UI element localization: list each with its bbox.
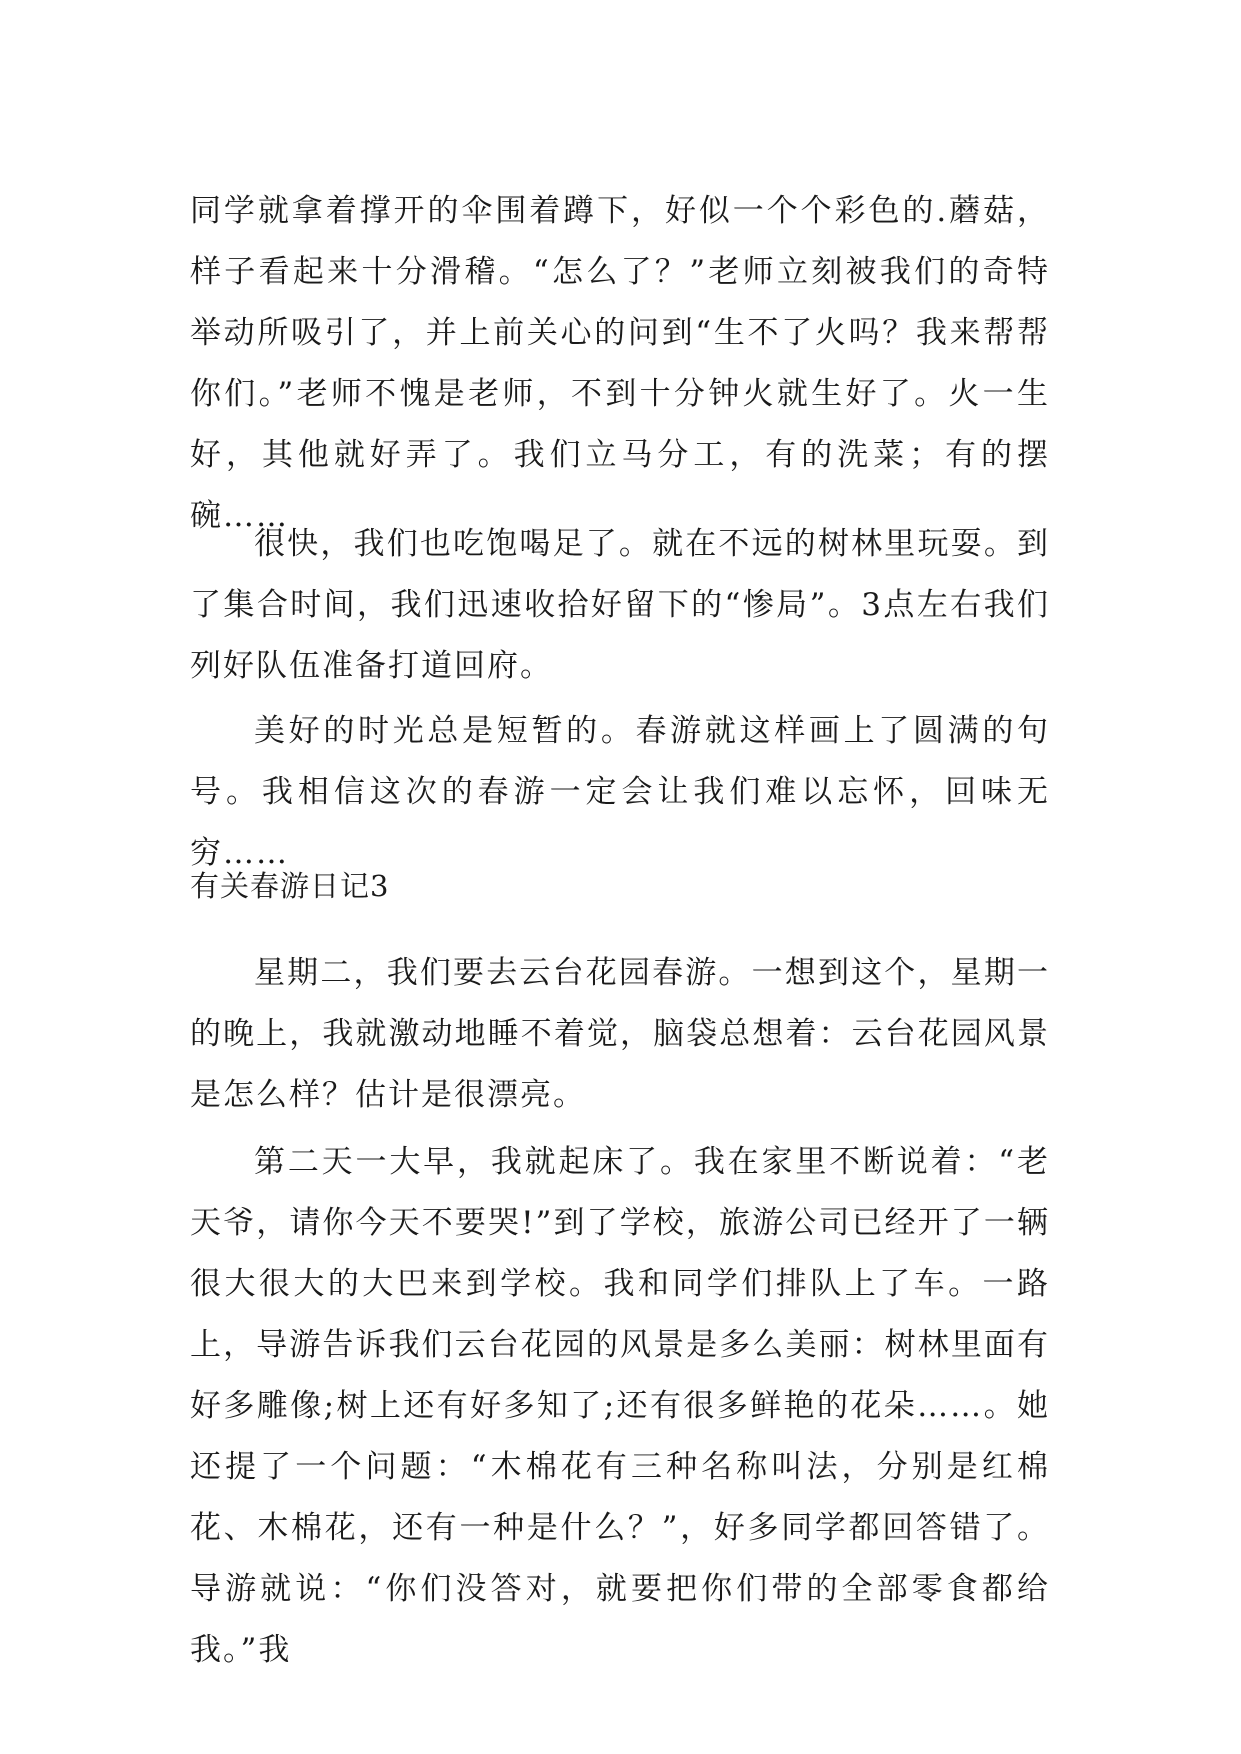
paragraph-continued: 同学就拿着撑开的伞围着蹲下，好似一个个彩色的.蘑菇，样子看起来十分滑稽。“怎么了？”老师立刻被我们的奇特举动所吸引了，并上前关心的问到“生不了火吗？我来帮帮你们。”老师不愧是老师，不到十分钟火就生好了。火一生好，其他就好弄了。我们立马分工，有的洗菜；有的摆碗…… <box>190 193 1050 534</box>
paragraph-conclusion: 美好的时光总是短暂的。春游就这样画上了圆满的句号。我相信这次的春游一定会让我们难以忘怀，回味无穷…… <box>190 713 1050 871</box>
section-title: 有关春游日记3 <box>190 869 390 903</box>
section-paragraph-2: 第二天一大早，我就起床了。我在家里不断说着：“老天爷，请你今天不要哭!”到了学校，旅游公司已经开了一辆很大很大的大巴来到学校。我和同学们排队上了车。一路上，导游告诉我们云台花园的风景是多么美丽：树林里面有好多雕像;树上还有好多知了;还有很多鲜艳的花朵……。她还提了一个问题：“木棉花有三种名称叫法，分别是红棉花、木棉花，还有一种是什么？”，好多同学都回答错了。导游就说：“你们没答对，就要把你们带的全部零食都给我。”我 <box>190 1144 1050 1668</box>
paragraph-after-meal: 很快，我们也吃饱喝足了。就在不远的树林里玩耍。到了集合时间，我们迅速收拾好留下的“惨局”。3点左右我们列好队伍准备打道回府。 <box>190 526 1050 684</box>
section-paragraph-1: 星期二，我们要去云台花园春游。一想到这个，星期一的晚上，我就激动地睡不着觉，脑袋总想着：云台花园风景是怎么样？估计是很漂亮。 <box>190 955 1050 1113</box>
